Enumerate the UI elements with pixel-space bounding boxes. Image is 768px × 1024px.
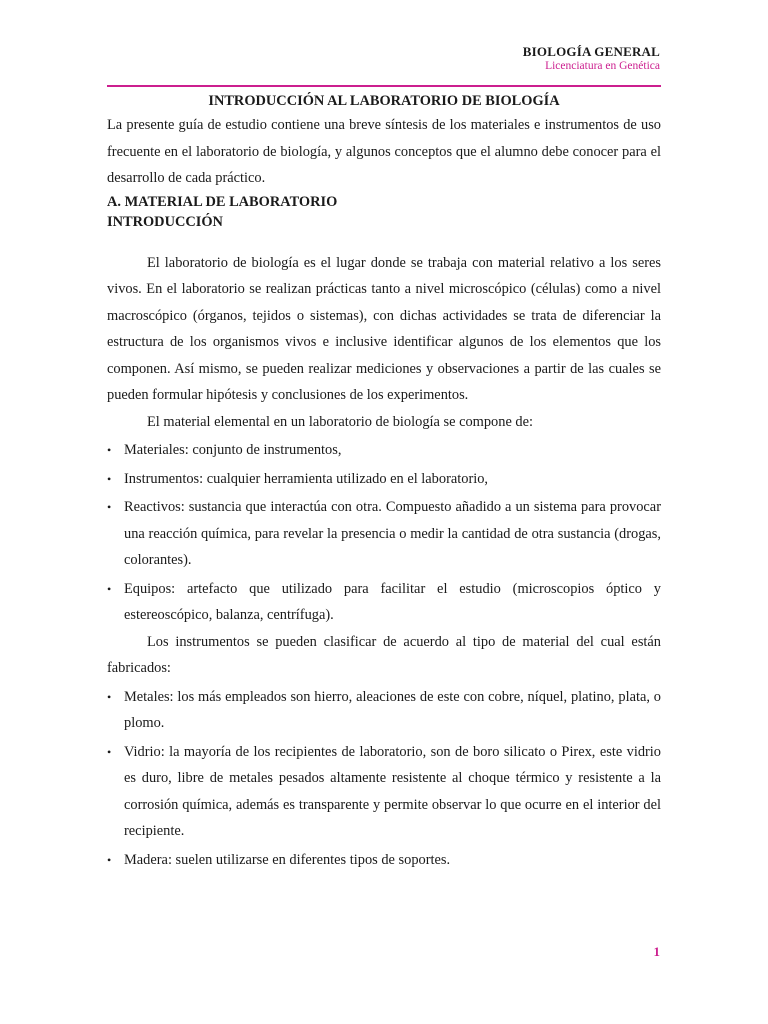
instrument-material-list: [107, 684, 661, 874]
list-item: [107, 739, 661, 845]
list-item: [107, 437, 661, 464]
list-item: [107, 494, 661, 574]
list-item: [107, 576, 661, 629]
bullet-icon: •: [107, 581, 112, 596]
list-item-text: Reactivos: sustancia que interactúa con otra. Compuesto añadido a un sistema para provocar una reacción química, para revelar la presencia o medir la cantidad de otra sustancia (drogas, colorantes).: [124, 499, 661, 568]
bullet-icon: •: [107, 471, 112, 486]
list-item-text: Materiales: conjunto de instrumentos,: [124, 442, 342, 458]
list-item-text: Madera: suelen utilizarse en diferentes tipos de soportes.: [124, 851, 451, 868]
header-program: Licenciatura en Genética: [545, 60, 660, 72]
header-course-title: BIOLOGÍA GENERAL: [522, 44, 660, 59]
header-divider: [107, 85, 661, 87]
subsection-heading-intro: INTRODUCCIÓN: [107, 213, 223, 230]
body-paragraph-1: El laboratorio de biología es el lugar donde se trabaja con material relativo a los seres vivos. En el laboratorio se realizan prácticas tanto a nivel microscópico (células) como a nivel macroscópico (órganos, tejidos o sistemas), con dichas actividades se trata de diferenciar la estructura de los organismos vivos e inclusive identificar algunos de los elementos que los componen. Así mismo, se pueden realizar mediciones y observaciones a partir de las cuales se pueden formular hipótesis y conclusiones de los experimentos.: [107, 254, 661, 403]
bullet-icon: •: [107, 689, 112, 704]
material-list: [107, 437, 661, 629]
bullet-icon: •: [107, 443, 112, 457]
bullet-icon: •: [107, 852, 112, 867]
document-body: [107, 91, 661, 873]
list-item: [107, 684, 661, 737]
body-paragraph-3: Los instrumentos se pueden clasificar de acuerdo al tipo de material del cual están fabricados:: [107, 633, 661, 676]
document-title: INTRODUCCIÓN AL LABORATORIO DE BIOLOGÍA: [208, 93, 560, 109]
page-number: 1: [653, 944, 660, 959]
intro-paragraph: La presente guía de estudio contiene una breve síntesis de los materiales e instrumentos de uso frecuente en el laboratorio de biología, y algunos conceptos que el alumno debe conocer para el desarrollo de cada práctico.: [107, 117, 661, 186]
list-item-text: Metales: los más empleados son hierro, aleaciones de este con cobre, níquel, platino, plata, o plomo.: [124, 688, 661, 731]
list-item: [107, 466, 661, 493]
bullet-icon: •: [107, 500, 112, 514]
body-paragraph-2: El material elemental en un laboratorio de biología se compone de:: [147, 413, 534, 430]
bullet-icon: •: [107, 744, 112, 759]
section-heading-a: A. MATERIAL DE LABORATORIO: [107, 193, 338, 210]
list-item-text: Instrumentos: cualquier herramienta utilizado en el laboratorio,: [124, 470, 489, 487]
list-item-text: Equipos: artefacto que utilizado para facilitar el estudio (microscopios óptico y estereoscópico, balanza, centrífuga).: [124, 580, 661, 623]
list-item-text: Vidrio: la mayoría de los recipientes de laboratorio, son de boro silicato o Pirex, este vidrio es duro, libre de metales pesados altamente resistente al choque térmico y resistente a la corrosión química, además es transparente y permite observar lo que ocurre en el interior del recipiente.: [124, 743, 661, 839]
list-item: [107, 847, 661, 874]
